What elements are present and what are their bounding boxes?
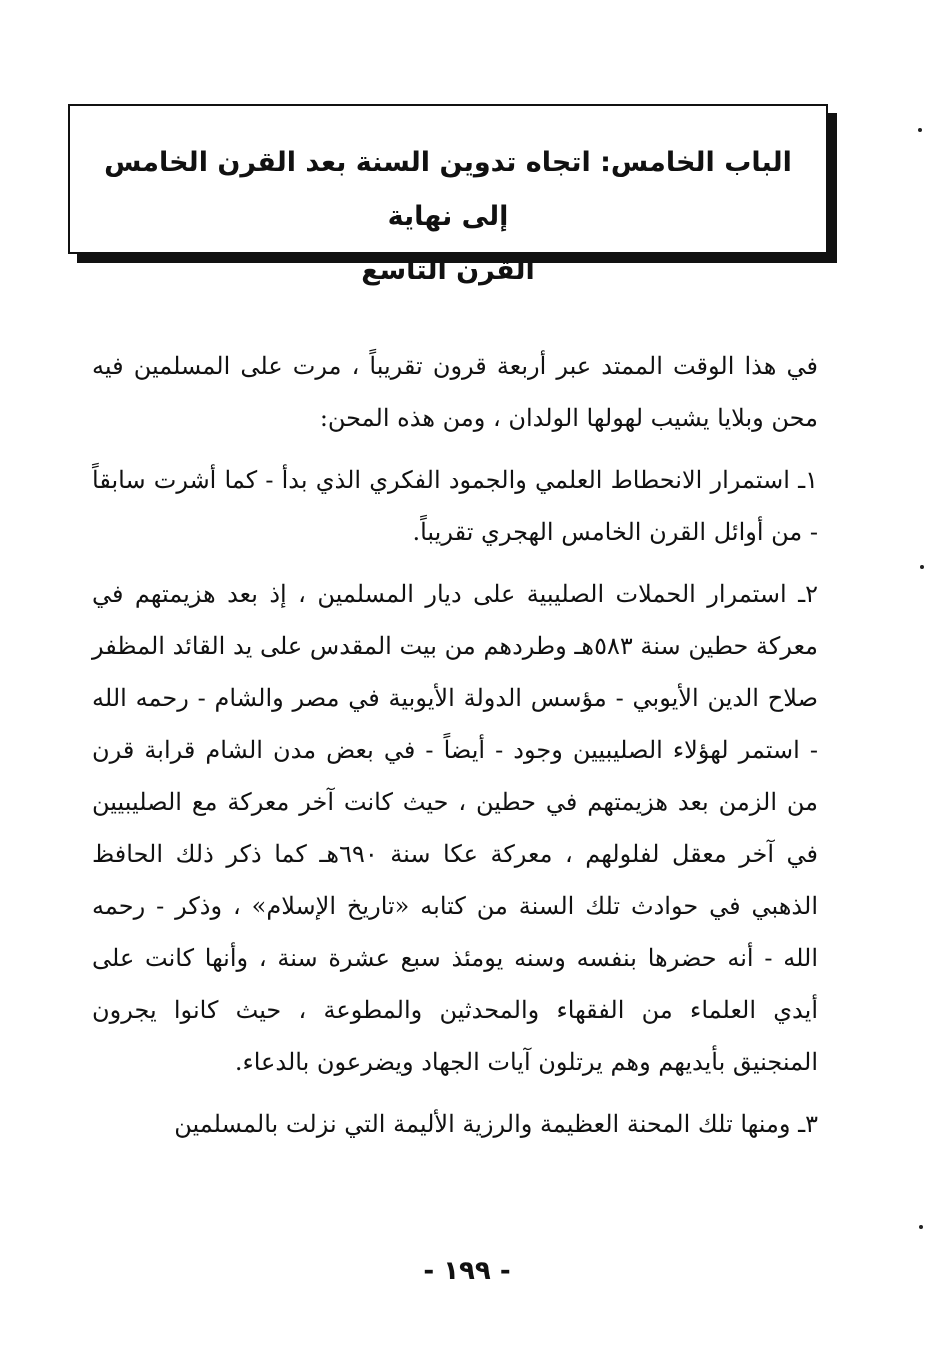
scan-speck — [918, 128, 922, 132]
item-3-paragraph: ٣ـ ومنها تلك المحنة العظيمة والرزية الأليمة التي نزلت بالمسلمين — [174, 1110, 818, 1138]
item-2-paragraph: ٢ـ استمرار الحملات الصليبية على ديار المسلمين ، إذ بعد هزيمتهم في معركة حطين سنة ٥٨٣هـ وطردهم من بيت المقدس على يد القائد المظفر صلاح الدين الأيوبي - مؤسس الدولة الأيوبية في مصر والشام - رحمه الله - استمر لهؤلاء الصليبيين وجود - أيضاً - في بعض مدن الشام قرابة قرن من الزمن بعد هزيمتهم في حطين ، حيث كانت آخر معركة مع الصليبيين في آخر معقل لفلولهم ، معركة عكا سنة ٦٩٠هـ كما ذكر ذلك الحافظ الذهبي في حوادث تلك السنة من كتابه «تاريخ الإسلام» ، وذكر - رحمه الله - أنه حضرها بنفسه وسنه يومئذ سبع عشرة سنة ، وأنها كانت على أيدي العلماء من الفقهاء والمحدثين والمطوعة ، حيث كانوا يجرون المنجنيق بأيديهم وهم يرتلون آيات الجهاد ويضرعون بالدعاء. — [92, 580, 819, 1076]
chapter-heading-box — [68, 104, 828, 286]
intro-paragraph: في هذا الوقت الممتد عبر أربعة قرون تقريباً ، مرت على المسلمين فيه محن وبلايا يشيب لهولها الولدان ، ومن هذه المحن: — [92, 352, 818, 432]
scan-speck — [920, 565, 924, 569]
scan-speck — [919, 1225, 923, 1229]
page-number: - ١٩٩ - — [423, 1256, 511, 1286]
item-1-paragraph: ١ـ استمرار الانحطاط العلمي والجمود الفكري الذي بدأ - كما أشرت سابقاً - من أوائل القرن الخامس الهجري تقريباً. — [92, 466, 818, 546]
chapter-title-line-1: الباب الخامس: اتجاه تدوين السنة بعد القرن الخامس إلى نهاية — [104, 147, 792, 232]
chapter-title-line-2: القرن التاسع — [361, 255, 535, 286]
body-text — [92, 340, 818, 1160]
